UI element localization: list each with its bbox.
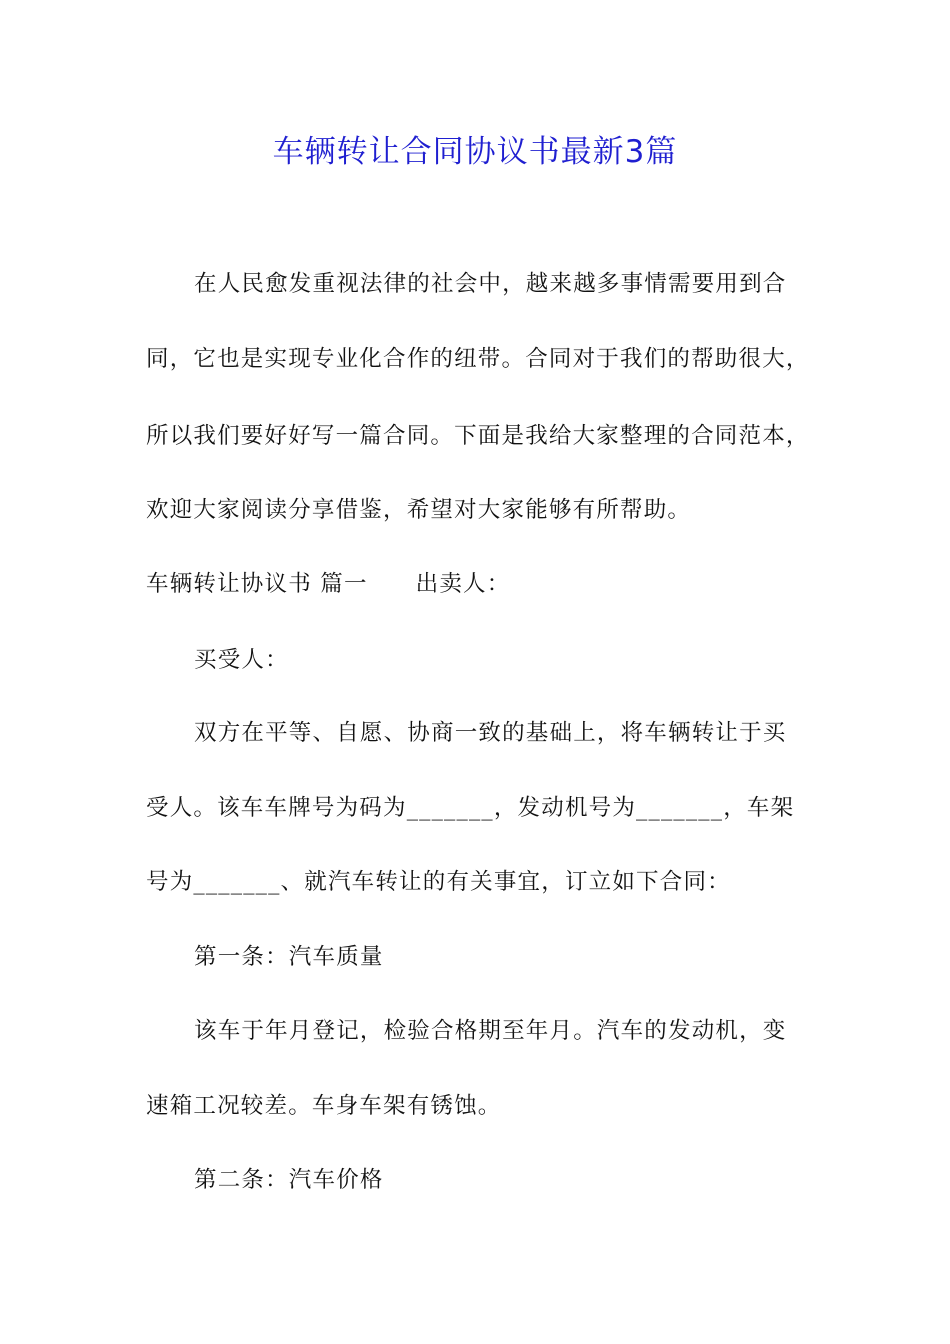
article-2-title: 第二条：汽车价格 bbox=[194, 1167, 384, 1193]
agreement-line-3: 号为_______、就汽车转让的有关事宜，订立如下合同： bbox=[146, 869, 731, 895]
section-heading: 车辆转让协议书 篇一 bbox=[146, 571, 368, 597]
article-1-line-2: 速箱工况较差。车身车架有锈蚀。 bbox=[146, 1093, 502, 1119]
agreement-line-2: 受人。该车车牌号为码为_______，发动机号为_______，车架 bbox=[146, 795, 795, 821]
intro-line-3: 所以我们要好好写一篇合同。下面是我给大家整理的合同范本， bbox=[146, 423, 810, 449]
intro-line-4: 欢迎大家阅读分享借鉴，希望对大家能够有所帮助。 bbox=[146, 497, 692, 523]
intro-line-2: 同，它也是实现专业化合作的纽带。合同对于我们的帮助很大， bbox=[146, 346, 810, 372]
document-title: 车辆转让合同协议书最新3篇 bbox=[272, 134, 678, 170]
article-1-title: 第一条：汽车质量 bbox=[194, 944, 384, 970]
buyer-label: 买受人： bbox=[194, 647, 289, 673]
article-1-line-1: 该车于年月登记，检验合格期至年月。汽车的发动机，变 bbox=[194, 1018, 787, 1044]
section-heading-row bbox=[146, 568, 510, 600]
seller-label: 出卖人： bbox=[415, 571, 511, 597]
intro-line-1: 在人民愈发重视法律的社会中，越来越多事情需要用到合 bbox=[194, 271, 787, 297]
agreement-line-1: 双方在平等、自愿、协商一致的基础上，将车辆转让于买 bbox=[194, 720, 787, 746]
